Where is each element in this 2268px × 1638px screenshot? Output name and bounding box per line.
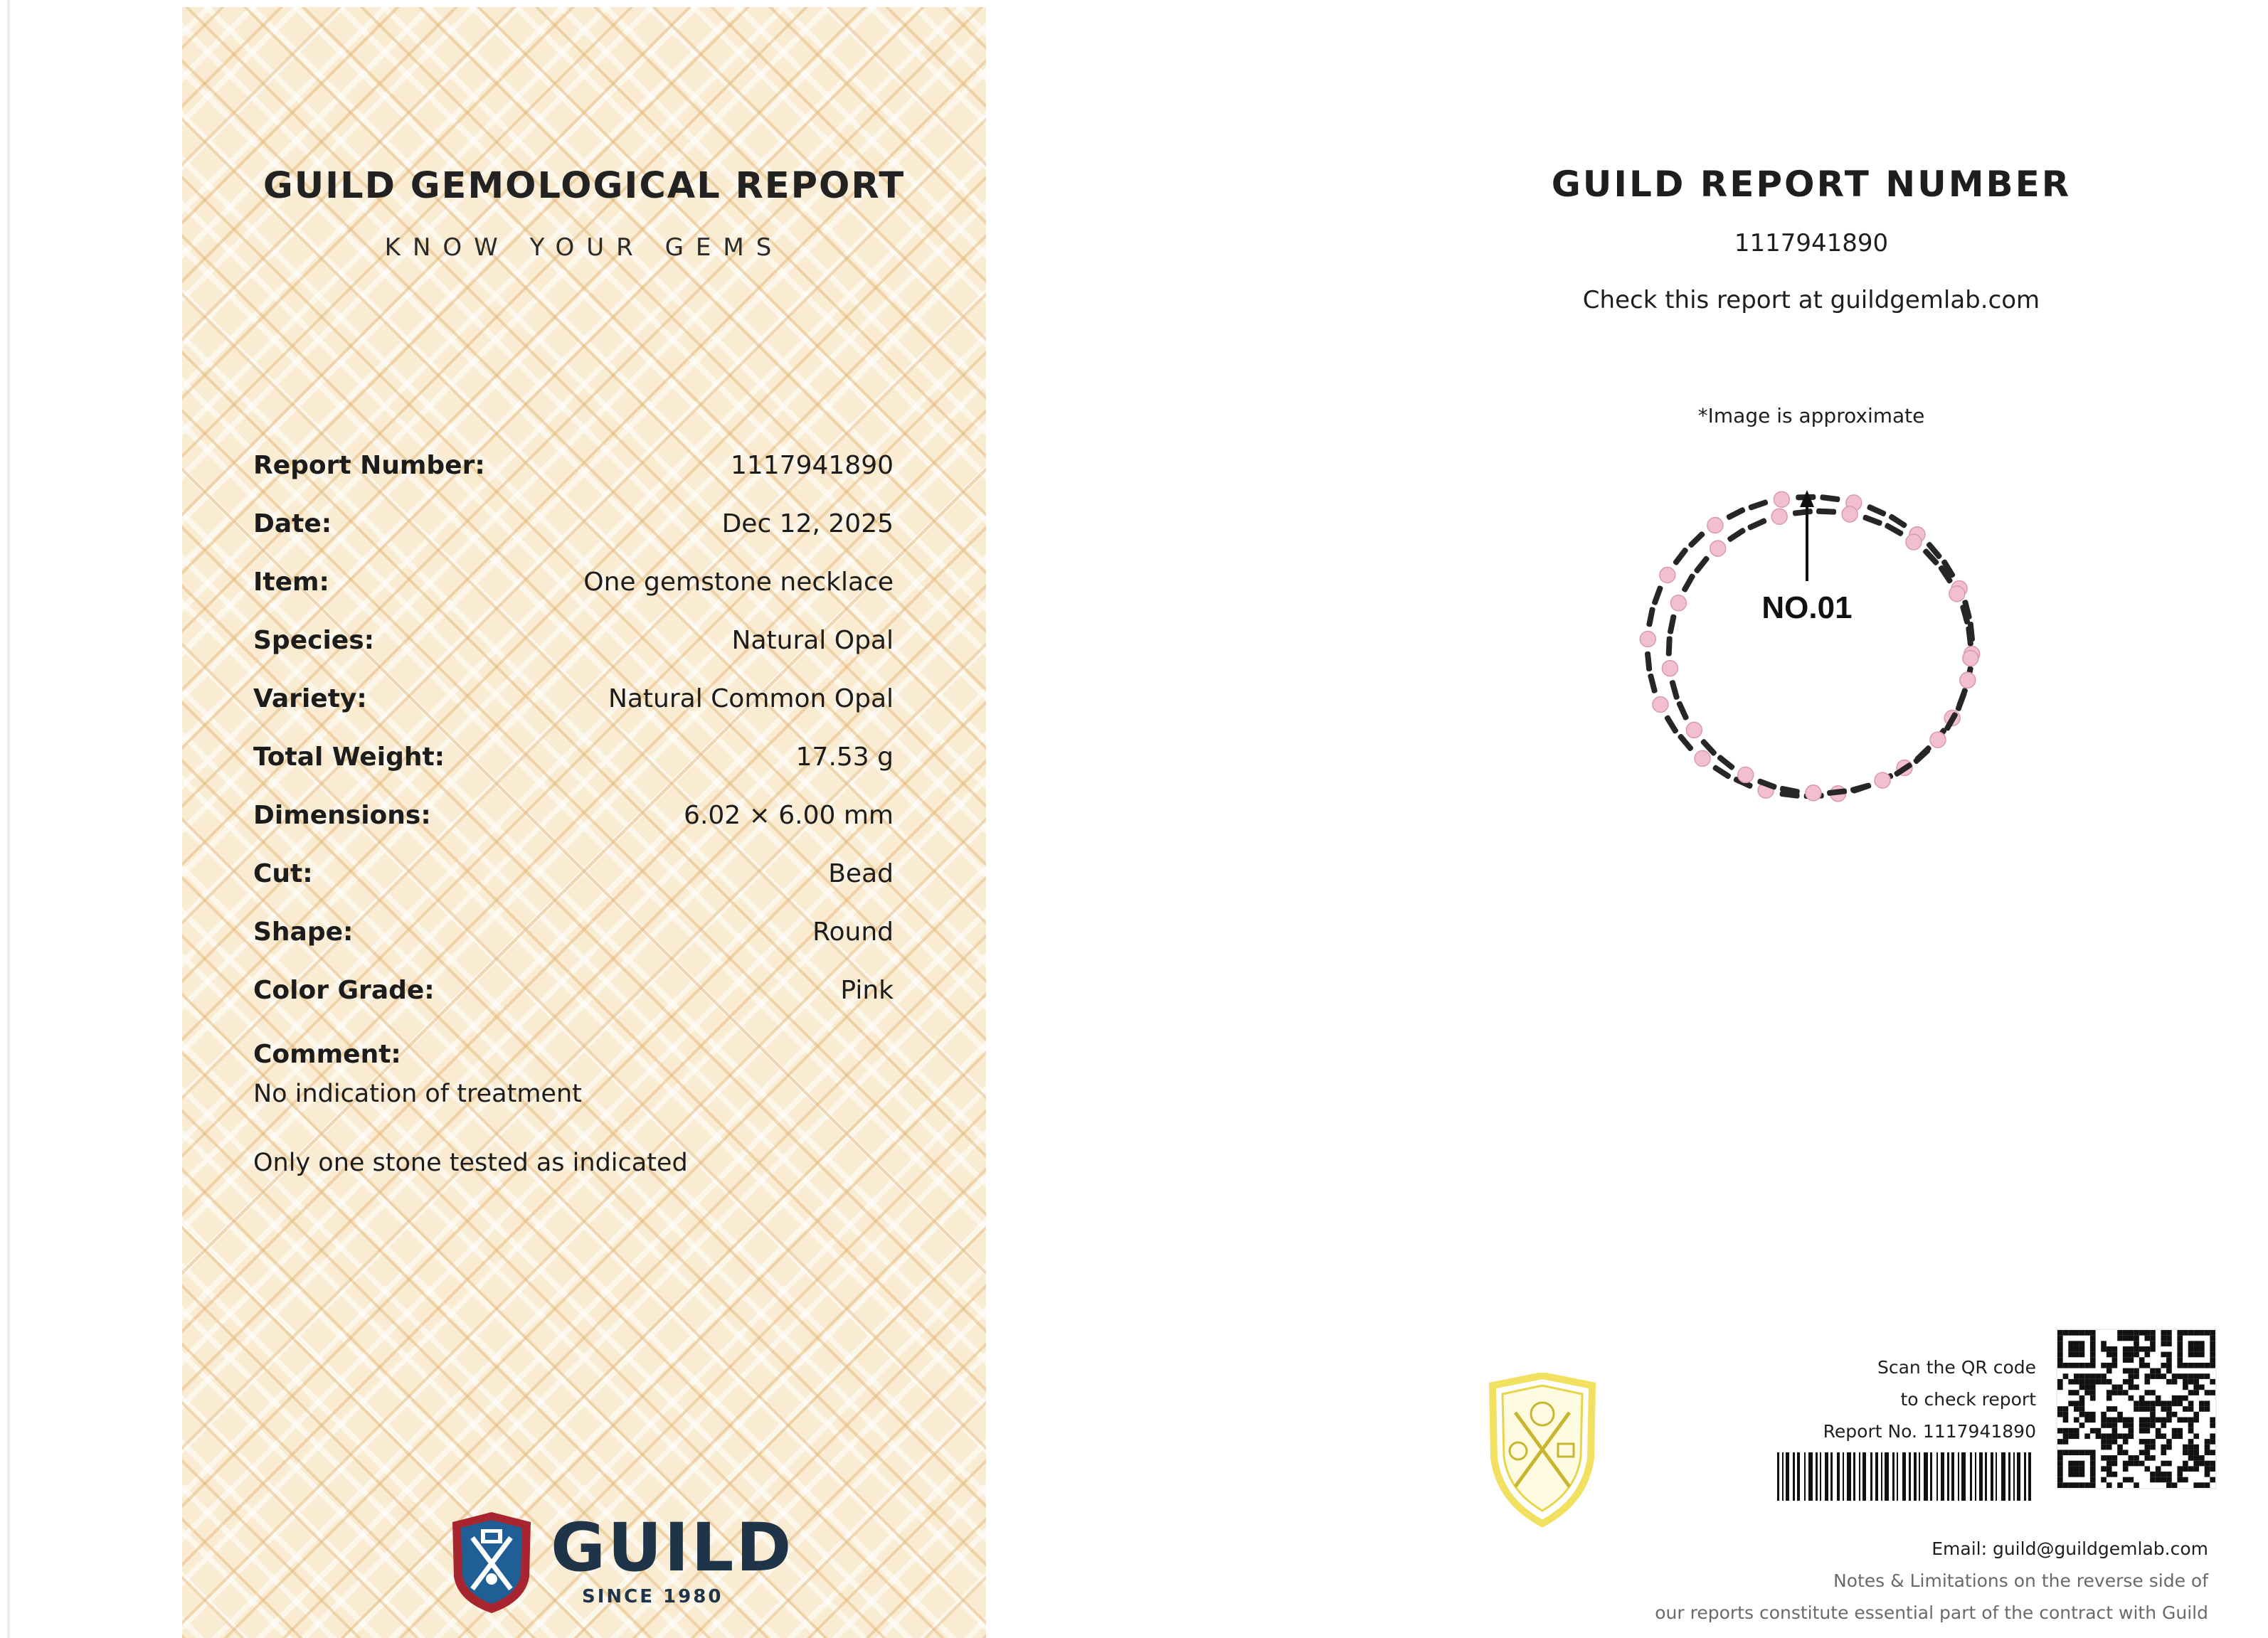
necklace-spacer xyxy=(1673,547,1689,566)
necklace-bead xyxy=(1707,518,1723,533)
detail-label: Cut: xyxy=(253,859,313,888)
necklace-bead xyxy=(1653,697,1668,713)
detail-label: Dimensions: xyxy=(253,801,431,830)
necklace-spacer xyxy=(1793,509,1813,516)
detail-value: Natural Opal xyxy=(731,626,894,655)
necklace-bead xyxy=(1771,509,1787,524)
guild-wordmark: GUILD xyxy=(551,1509,794,1587)
necklace-spacer xyxy=(1651,585,1663,606)
necklace-strand-outer xyxy=(1640,491,1979,802)
necklace-spacer xyxy=(1726,506,1747,521)
detail-row-dimensions xyxy=(253,801,986,844)
necklace-bead xyxy=(1806,785,1821,801)
detail-value: Natural Common Opal xyxy=(608,684,894,713)
detail-label: Report Number: xyxy=(253,451,485,480)
guild-since: SINCE 1980 xyxy=(582,1586,724,1607)
necklace-bead xyxy=(1774,491,1789,507)
detail-value: Round xyxy=(812,918,894,947)
necklace-bead xyxy=(1686,722,1702,738)
necklace-bead xyxy=(1710,541,1726,556)
detail-label: Species: xyxy=(253,626,375,655)
detail-row-color-grade xyxy=(253,976,986,1019)
necklace-spacer xyxy=(1664,714,1679,734)
barcode xyxy=(1777,1452,2036,1501)
necklace-bead xyxy=(1640,632,1655,647)
detail-value: Dec 12, 2025 xyxy=(721,509,894,538)
necklace-spacer xyxy=(1676,701,1690,721)
necklace-spacer xyxy=(1912,747,1931,765)
detail-row-cut xyxy=(253,859,986,902)
guild-shield-icon xyxy=(445,1509,538,1616)
detail-label: Item: xyxy=(253,568,329,597)
necklace-spacer xyxy=(1748,499,1769,511)
reverse-check-text: Check this report at guildgemlab.com xyxy=(1582,286,2040,314)
necklace-bead xyxy=(1949,586,1965,602)
necklace-spacer xyxy=(1820,494,1840,502)
image-note: *Image is approximate xyxy=(1697,404,1925,427)
necklace-bead xyxy=(1875,772,1890,788)
detail-row-shape xyxy=(253,918,986,960)
footer-notes-line1: Notes & Limitations on the reverse side of xyxy=(1833,1570,2208,1591)
detail-row-date xyxy=(253,509,986,552)
necklace-spacer xyxy=(1667,614,1676,634)
detail-label: Variety: xyxy=(253,684,367,713)
hologram-crest-icon xyxy=(1478,1373,1606,1529)
necklace-spacer xyxy=(1727,527,1747,543)
comment-text: No indication of treatment xyxy=(253,1080,582,1108)
necklace-spacer xyxy=(1955,691,1967,712)
detail-label: Total Weight: xyxy=(253,743,445,772)
detail-label: Color Grade: xyxy=(253,976,435,1005)
necklace-bead xyxy=(1842,506,1858,522)
detail-value: Pink xyxy=(840,976,894,1005)
footer-email: Email: guild@guildgemlab.com xyxy=(1931,1538,2208,1559)
necklace-spacer xyxy=(1850,782,1870,793)
scan-qr-report-no: Report No. 1117941890 xyxy=(1823,1421,2036,1442)
detail-row-variety xyxy=(253,684,986,727)
detail-row-item xyxy=(253,568,986,610)
detail-value: 6.02 × 6.00 mm xyxy=(684,801,894,830)
necklace-bead xyxy=(1960,672,1976,688)
necklace-image xyxy=(1623,466,2008,807)
report-title: GUILD GEMOLOGICAL REPORT xyxy=(263,165,906,207)
necklace-spacer xyxy=(1646,607,1655,627)
pointer-label: NO.01 xyxy=(1761,590,1853,625)
necklace-spacer xyxy=(1645,652,1653,672)
necklace-spacer xyxy=(1866,504,1887,517)
necklace-bead xyxy=(1662,661,1678,676)
necklace-bead xyxy=(1930,732,1946,748)
report-tagline: KNOW YOUR GEMS xyxy=(384,233,784,262)
necklace-spacer xyxy=(1666,636,1673,656)
detail-value: 1117941890 xyxy=(730,451,894,480)
necklace-spacer xyxy=(1816,509,1836,515)
necklace-spacer xyxy=(1681,573,1696,592)
necklace-bead xyxy=(1963,651,1978,666)
necklace-spacer xyxy=(1669,679,1680,700)
detail-row-total-weight xyxy=(253,743,986,785)
necklace-spacer xyxy=(1687,531,1706,548)
necklace-bead xyxy=(1738,767,1754,782)
necklace-spacer xyxy=(1693,555,1710,574)
necklace-spacer xyxy=(1648,673,1658,693)
necklace-bead xyxy=(1695,750,1710,766)
detail-row-species xyxy=(253,626,986,669)
scan-qr-line1: Scan the QR code xyxy=(1877,1357,2036,1378)
reverse-title: GUILD REPORT NUMBER xyxy=(1551,164,2072,205)
necklace-bead xyxy=(1660,568,1675,583)
qr-code[interactable] xyxy=(2056,1329,2217,1489)
reverse-report-number: 1117941890 xyxy=(1734,229,1889,257)
page-edge xyxy=(7,0,10,1638)
detail-value: One gemstone necklace xyxy=(583,568,894,597)
scan-qr-line2: to check report xyxy=(1900,1389,2036,1410)
comment-note: Only one stone tested as indicated xyxy=(253,1149,688,1177)
necklace-spacer xyxy=(1747,517,1768,531)
footer-notes-line2: our reports constitute essential part of the contract with Guild xyxy=(1655,1602,2208,1623)
detail-label: Shape: xyxy=(253,918,354,947)
comment-label: Comment: xyxy=(253,1040,401,1069)
detail-value: 17.53 g xyxy=(795,743,894,772)
detail-label: Date: xyxy=(253,509,332,538)
report-front-panel xyxy=(182,7,986,1638)
necklace-spacer xyxy=(1862,514,1883,526)
guild-logo xyxy=(445,1509,794,1630)
necklace-bead xyxy=(1906,534,1922,550)
detail-row-report-number xyxy=(253,451,986,494)
detail-value: Bead xyxy=(828,859,894,888)
necklace-bead xyxy=(1670,595,1686,611)
